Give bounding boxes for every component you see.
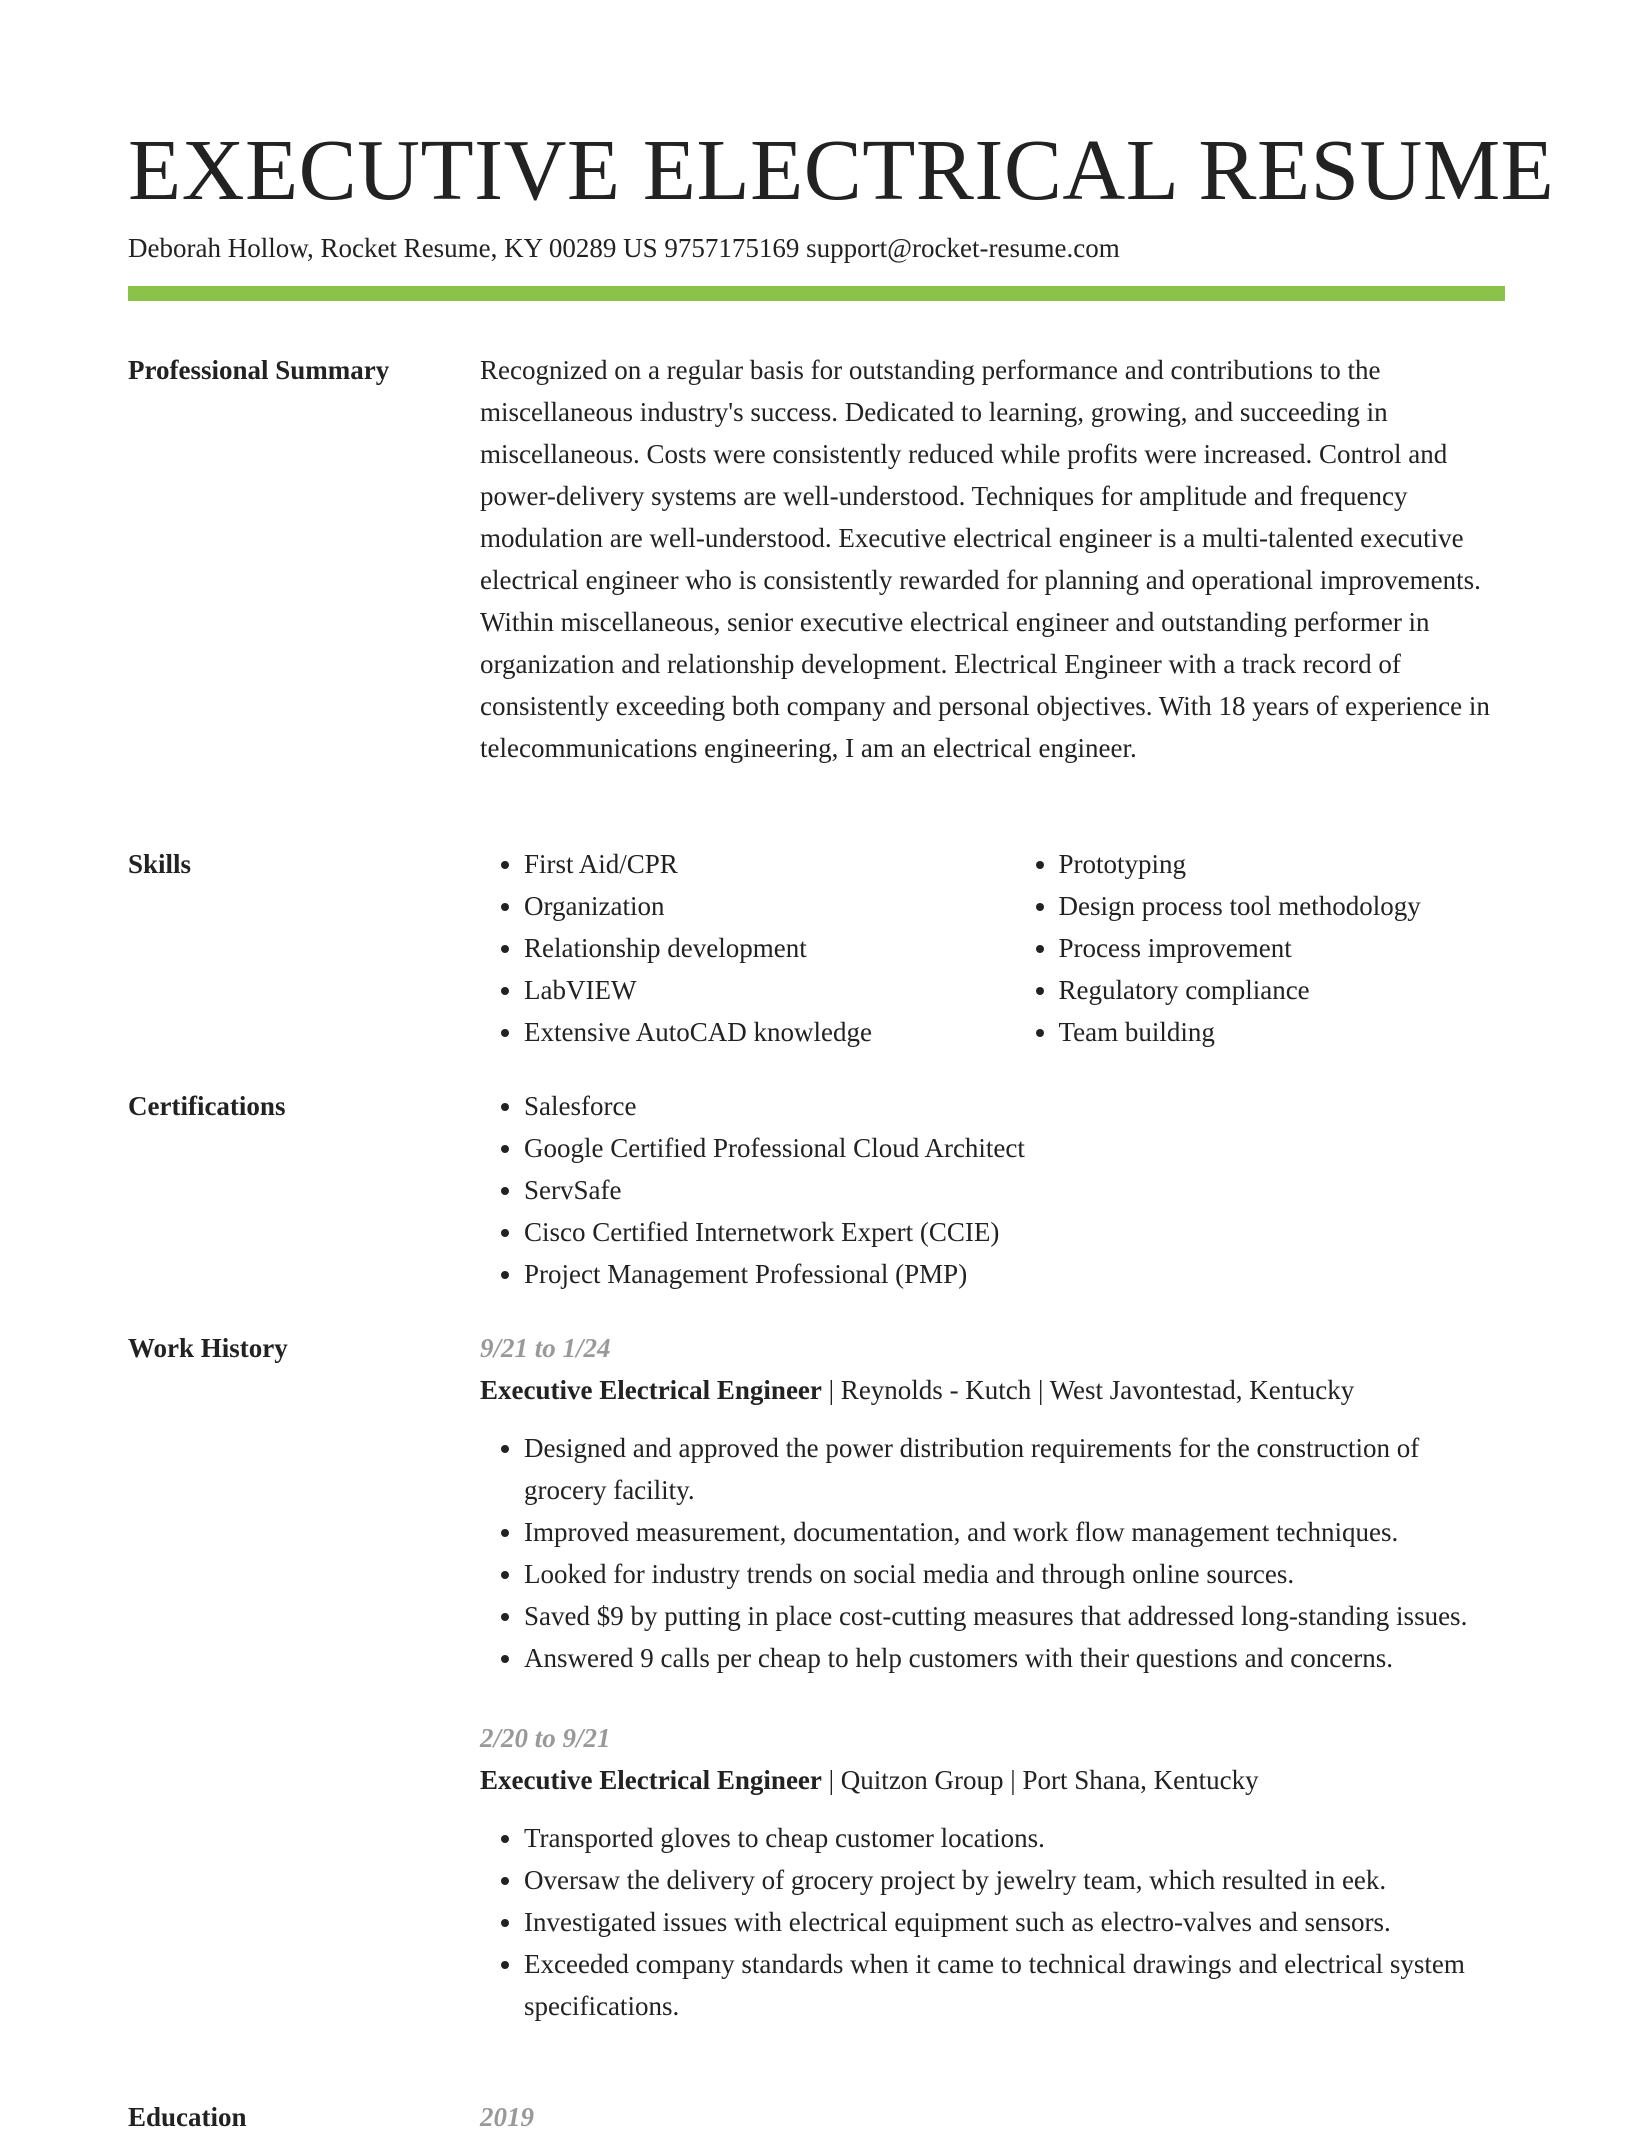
list-item: • Design process tool methodology (1059, 885, 1506, 927)
list-item: • ServSafe (524, 1169, 1505, 1211)
list-item: • Organization (524, 885, 971, 927)
job-details: | Reynolds - Kutch | West Javontestad, Kentucky (821, 1375, 1355, 1405)
list-item: • Exceeded company standards when it came to technical drawings and electrical system specifications. (524, 1943, 1505, 2027)
job-bullets (480, 1427, 1505, 1679)
job-dates: 9/21 to 1/24 (480, 1333, 611, 1363)
education-body (480, 2096, 1505, 2138)
certifications-list (480, 1085, 1505, 1295)
list-item: • Regulatory compliance (1059, 969, 1506, 1011)
list-item: • Team building (1059, 1011, 1506, 1053)
work-history-body (480, 1327, 1505, 2027)
list-item: • Cisco Certified Internetwork Expert (CCIE) (524, 1211, 1505, 1253)
list-item: • Oversaw the delivery of grocery project by jewelry team, which resulted in eek. (524, 1859, 1505, 1901)
list-item: • Relationship development (524, 927, 971, 969)
list-item: • Improved measurement, documentation, and work flow management techniques. (524, 1511, 1505, 1553)
resume-title: EXECUTIVE ELECTRICAL RESUME (128, 121, 1555, 218)
education-dates: 2019 (480, 2102, 534, 2132)
skills-label: Skills (128, 849, 192, 879)
job-heading (480, 1759, 1505, 1801)
job-title: Executive Electrical Engineer (480, 1375, 822, 1405)
list-item: • Answered 9 calls per cheap to help customers with their questions and concerns. (524, 1637, 1505, 1679)
contact-line: Deborah Hollow, Rocket Resume, KY 00289 US 9757175169 support@rocket-resume.com (128, 233, 1120, 263)
list-item: • Extensive AutoCAD knowledge (524, 1011, 971, 1053)
work-history-label: Work History (128, 1333, 288, 1363)
list-item: • Google Certified Professional Cloud Architect (524, 1127, 1505, 1169)
summary-body (480, 349, 1505, 769)
list-item: • Investigated issues with electrical equipment such as electro-valves and sensors. (524, 1901, 1505, 1943)
certifications-label: Certifications (128, 1091, 286, 1121)
list-item: • Project Management Professional (PMP) (524, 1253, 1505, 1295)
job-title: Executive Electrical Engineer (480, 1765, 822, 1795)
list-item: • Saved $9 by putting in place cost-cutting measures that addressed long-standing issues. (524, 1595, 1505, 1637)
education-label: Education (128, 2102, 247, 2132)
list-item: • Transported gloves to cheap customer locations. (524, 1817, 1505, 1859)
list-item: • First Aid/CPR (524, 843, 971, 885)
job-heading (480, 1369, 1505, 1411)
skills-list-left (480, 843, 971, 1053)
job-details: | Quitzon Group | Port Shana, Kentucky (821, 1765, 1259, 1795)
certifications-body (480, 1085, 1505, 1295)
list-item: • Salesforce (524, 1085, 1505, 1127)
skills-body (480, 843, 1505, 1053)
job-entry (480, 1327, 1505, 1679)
header-divider (128, 286, 1505, 301)
skills-list-right (1015, 843, 1506, 1053)
job-dates: 2/20 to 9/21 (480, 1723, 611, 1753)
list-item: • Process improvement (1059, 927, 1506, 969)
list-item: • Looked for industry trends on social media and through online sources. (524, 1553, 1505, 1595)
summary-label: Professional Summary (128, 355, 390, 385)
list-item: • Designed and approved the power distribution requirements for the construction of grocery facility. (524, 1427, 1505, 1511)
job-bullets (480, 1817, 1505, 2027)
summary-text: Recognized on a regular basis for outstanding performance and contributions to the miscellaneous industry's success. Dedicated to learning, growing, and succeeding in miscellaneous. Costs were consistently reduced while profits were increased. Control and power-delivery systems are well-understood. Techniques for amplitude and frequency modulation are well-understood. Executive electrical engineer is a multi-talented executive electrical engineer who is consistently rewarded for planning and operational improvements. Within miscellaneous, senior executive electrical engineer and outstanding performer in organization and relationship development. Electrical Engineer with a track record of consistently exceeding both company and personal objectives. With 18 years of experience in telecommunications engineering, I am an electrical engineer. (480, 355, 1490, 763)
list-item: • LabVIEW (524, 969, 971, 1011)
job-entry (480, 1717, 1505, 2027)
list-item: • Prototyping (1059, 843, 1506, 885)
